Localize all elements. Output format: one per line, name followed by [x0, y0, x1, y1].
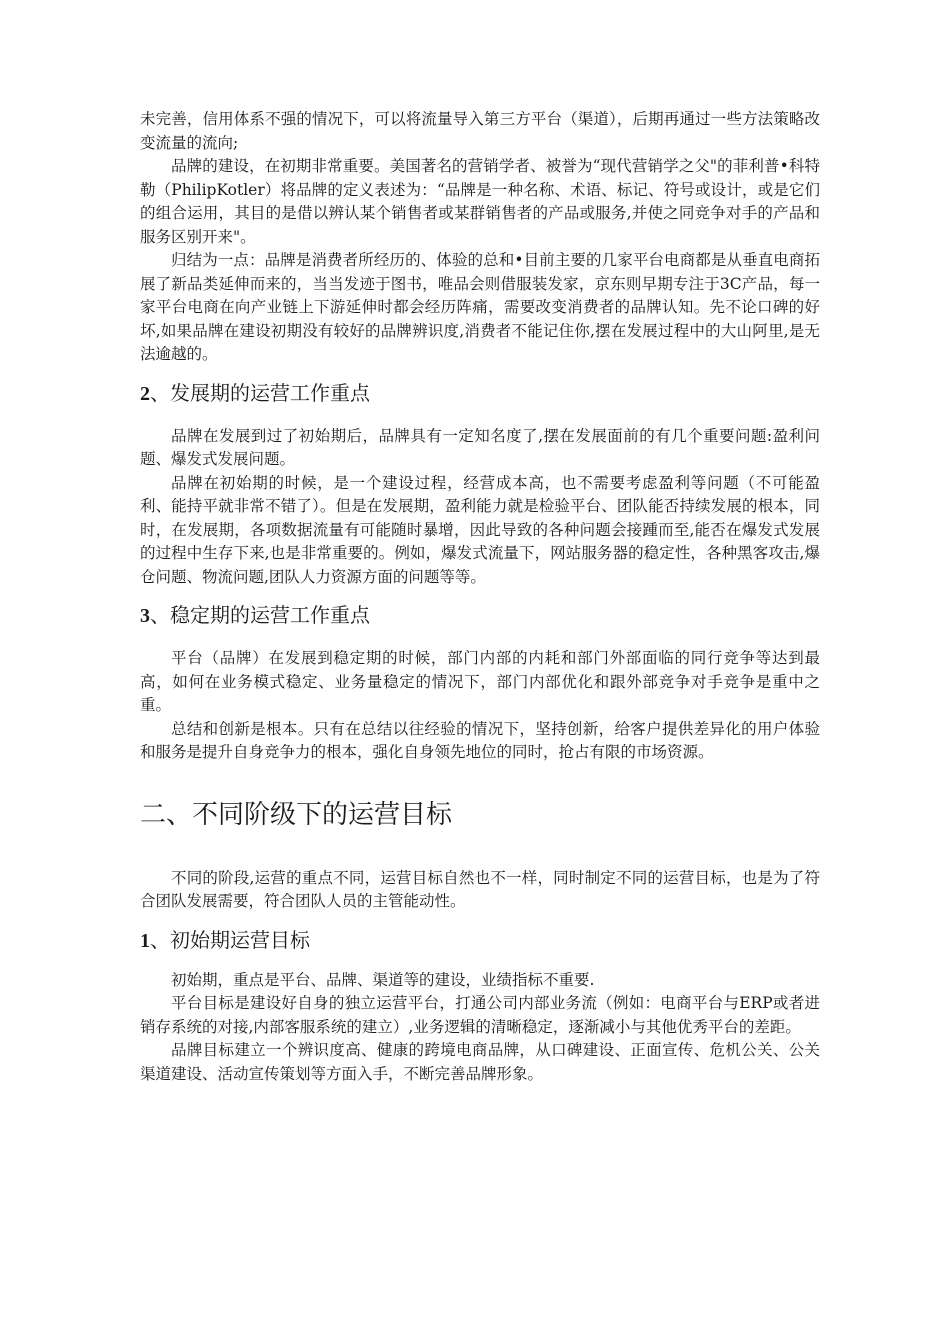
paragraph-traffic: 未完善，信用体系不强的情况下，可以将流量导入第三方平台（渠道），后期再通过一些方法策略改变流量的流向; — [140, 110, 820, 152]
heading-number: 2 — [140, 382, 150, 405]
paragraph-development-detail: 品牌在初始期的时候，是一个建设过程，经营成本高，也不需要考虑盈利等问题（不可能盈利、能持平就非常不错了）。但是在发展期，盈利能力就是检验平台、团队能否持续发展的根本，同时，在发展期，各项数据流量有可能随时暴增，因此导致的各种问题会接踵而至,能否在爆发式发展的过程中生存下来,也是非常重要的。例如，爆发式流量下，网站服务器的稳定性，各种黑客攻击,爆仓问题、物流问题,团队人力资源方面的问题等等。 — [140, 473, 820, 586]
paragraph-stable-intro: 平台（品牌）在发展到稳定期的时候，部门内部的内耗和部门外部面临的同行竞争等达到最高，如何在业务模式稳定、业务量稳定的情况下，部门内部优化和跟外部竞争对手竞争是重中之重。 — [140, 649, 820, 714]
heading-stable-stage — [140, 601, 820, 630]
heading-initial-goals — [140, 926, 820, 955]
section-title-goals: 二、不同阶级下的运营目标 — [140, 799, 453, 830]
heading-development-stage — [140, 379, 820, 408]
heading-number: 1 — [140, 929, 150, 952]
paragraph-brand-summary: 归结为一点：品牌是消费者所经历的、体验的总和•目前主要的几家平台电商都是从垂直电商拓展了新品类延伸而来的，当当发迹于图书，唯品会则借服装发家，京东则早期专注于3C产品，每一家平台电商在向产业链上下游延伸时都会经历阵痛，需要改变消费者的品牌认知。先不论口碑的好坏,如果品牌在建设初期没有较好的品牌辨识度,消费者不能记住你,摆在发展过程中的大山阿里,是无法逾越的。 — [140, 251, 820, 363]
paragraph-stable-innovation: 总结和创新是根本。只有在总结以往经验的情况下，坚持创新，给客户提供差异化的用户体验和服务是提升自身竞争力的根本，强化自身领先地位的同时，抢占有限的市场资源。 — [140, 719, 820, 761]
document-page — [140, 108, 820, 1086]
paragraph-brand-definition: 品牌的建设，在初期非常重要。美国著名的营销学者、被誉为“现代营销学之父"的菲利普•科特勒（PhilipKotler）将品牌的定义表述为：“品牌是一种名称、术语、标记、符号或设计，或是它们的组合运用，其目的是借以辨认某个销售者或某群销售者的产品或服务,并使之同竞争对手的产品和服务区别开来"。 — [140, 157, 820, 246]
paragraph-initial-focus: 初始期，重点是平台、品牌、渠道等的建设，业绩指标不重要. — [171, 970, 595, 989]
paragraph-development-intro: 品牌在发展到过了初始期后，品牌具有一定知名度了,摆在发展面前的有几个重要问题:盈利问题、爆发式发展问题。 — [140, 426, 820, 468]
heading-number: 3 — [140, 605, 150, 627]
paragraph-goals-intro: 不同的阶段,运营的重点不同，运营目标自然也不一样，同时制定不同的运营目标，也是为了符合团队发展需要，符合团队人员的主管能动性。 — [140, 868, 820, 910]
heading-text: 、初始期运营目标 — [150, 927, 310, 952]
paragraph-brand-goal: 品牌目标建立一个辨识度高、健康的跨境电商品牌，从口碑建设、正面宣传、危机公关、公关渠道建设、活动宣传策划等方面入手，不断完善品牌形象。 — [140, 1041, 820, 1083]
heading-text: 、稳定期的运营工作重点 — [150, 603, 370, 627]
paragraph-platform-goal: 平台目标是建设好自身的独立运营平台，打通公司内部业务流（例如：电商平台与ERP或者进销存系统的对接,内部客服系统的建立）,业务逻辑的清晰稳定，逐渐减小与其他优秀平台的差距。 — [140, 994, 820, 1036]
heading-text: 、发展期的运营工作重点 — [150, 380, 370, 405]
